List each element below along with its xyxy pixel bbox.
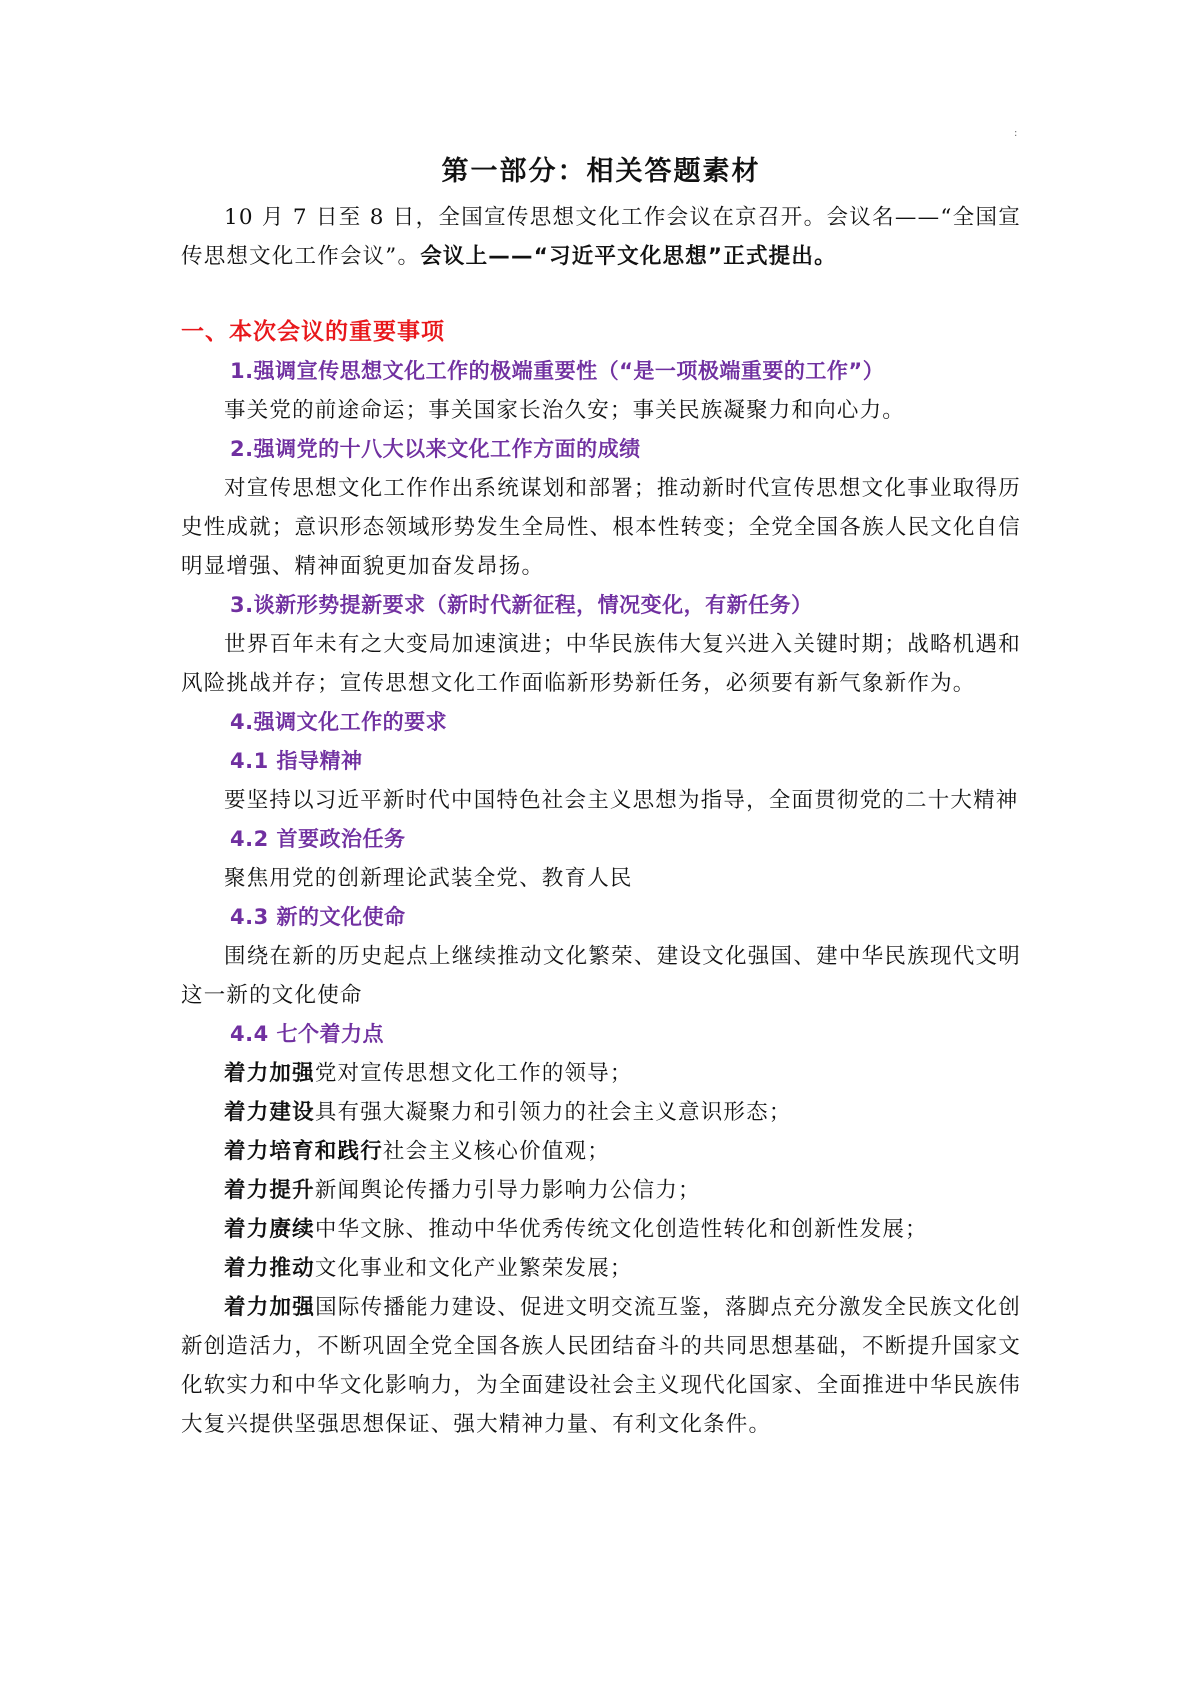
focus-point-7-lead: 着力加强 [224,1295,316,1320]
item2-text: 对宣传思想文化工作作出系统谋划和部署；推动新时代宣传思想文化事业取得历史性成就；意识形态领域形势发生全局性、根本性转变；全党全国各族人民文化自信明显增强、精神面貌更加奋发昂扬。 [181,476,1021,579]
section-heading: 一、本次会议的重要事项 [181,319,445,345]
item4-3-text: 围绕在新的历史起点上继续推动文化繁荣、建设文化强国、建中华民族现代文明这一新的文化使命 [181,944,1021,1008]
item4-4-heading: 4.4 七个着力点 [230,1022,385,1046]
focus-point-3-lead: 着力培育和践行 [224,1139,383,1164]
focus-point-5 [181,1210,1021,1249]
focus-point-5-text: 中华文脉、推动中华优秀传统文化创造性转化和创新性发展； [314,1217,928,1242]
item4-2-text: 聚焦用党的创新理论武装全党、教育人民 [224,866,633,891]
focus-point-3 [181,1132,1021,1171]
item4-3-heading: 4.3 新的文化使命 [230,905,406,929]
focus-point-3-text: 社会主义核心价值观； [382,1139,610,1164]
corner-mark: : [1014,128,1018,139]
item4-1-text: 要坚持以习近平新时代中国特色社会主义思想为指导，全面贯彻党的二十大精神 [224,788,1019,813]
focus-point-6-lead: 着力推动 [224,1256,315,1281]
focus-point-1 [181,1054,1021,1093]
focus-point-7-text: 国际传播能力建设、促进文明交流互鉴，落脚点充分激发全民族文化创新创造活力，不断巩固全党全国各族人民团结奋斗的共同思想基础，不断提升国家文化软实力和中华文化影响力，为全面建设社会主义现代化国家、全面推进中华民族伟大复兴提供坚强思想保证、强大精神力量、有利文化条件。 [181,1295,1021,1437]
focus-point-1-lead: 着力加强 [224,1061,315,1086]
focus-point-1-text: 党对宣传思想文化工作的领导； [314,1061,633,1086]
focus-point-2 [181,1093,1021,1132]
focus-point-4 [181,1171,1021,1210]
item2-heading: 2.强调党的十八大以来文化工作方面的成绩 [230,437,641,461]
focus-point-4-text: 新闻舆论传播力引导力影响力公信力； [314,1178,701,1203]
intro-bold-text: 会议上——“习近平文化思想”正式提出。 [420,244,837,269]
item3-text: 世界百年未有之大变局加速演进；中华民族伟大复兴进入关键时期；战略机遇和风险挑战并存；宣传思想文化工作面临新形势新任务，必须要有新气象新作为。 [181,632,1021,696]
document-title: 第一部分：相关答题素材 [441,156,761,187]
focus-point-6-text: 文化事业和文化产业繁荣发展； [314,1256,633,1281]
focus-point-2-lead: 着力建设 [224,1100,315,1125]
focus-point-2-text: 具有强大凝聚力和引领力的社会主义意识形态； [314,1100,792,1125]
focus-point-7 [181,1288,1021,1444]
item4-2-heading: 4.2 首要政治任务 [230,827,406,851]
item3-heading: 3.谈新形势提新要求（新时代新征程，情况变化，有新任务） [230,593,813,617]
focus-point-4-lead: 着力提升 [224,1178,315,1203]
item4-heading: 4.强调文化工作的要求 [230,710,448,734]
item1-heading: 1.强调宣传思想文化工作的极端重要性（“是一项极端重要的工作”） [230,359,885,383]
document-page [181,152,1021,1444]
item4-1-heading: 4.1 指导精神 [230,749,363,773]
focus-point-6 [181,1249,1021,1288]
item1-text: 事关党的前途命运；事关国家长治久安；事关民族凝聚力和向心力。 [224,398,906,423]
intro-paragraph [181,198,1021,276]
focus-point-5-lead: 着力赓续 [224,1217,315,1242]
intro-text: 10 月 7 日至 8 日，全国宣传思想文化工作会议在京召开。会议名——“全国宣传思想文化工作会议”。 [181,205,1021,269]
